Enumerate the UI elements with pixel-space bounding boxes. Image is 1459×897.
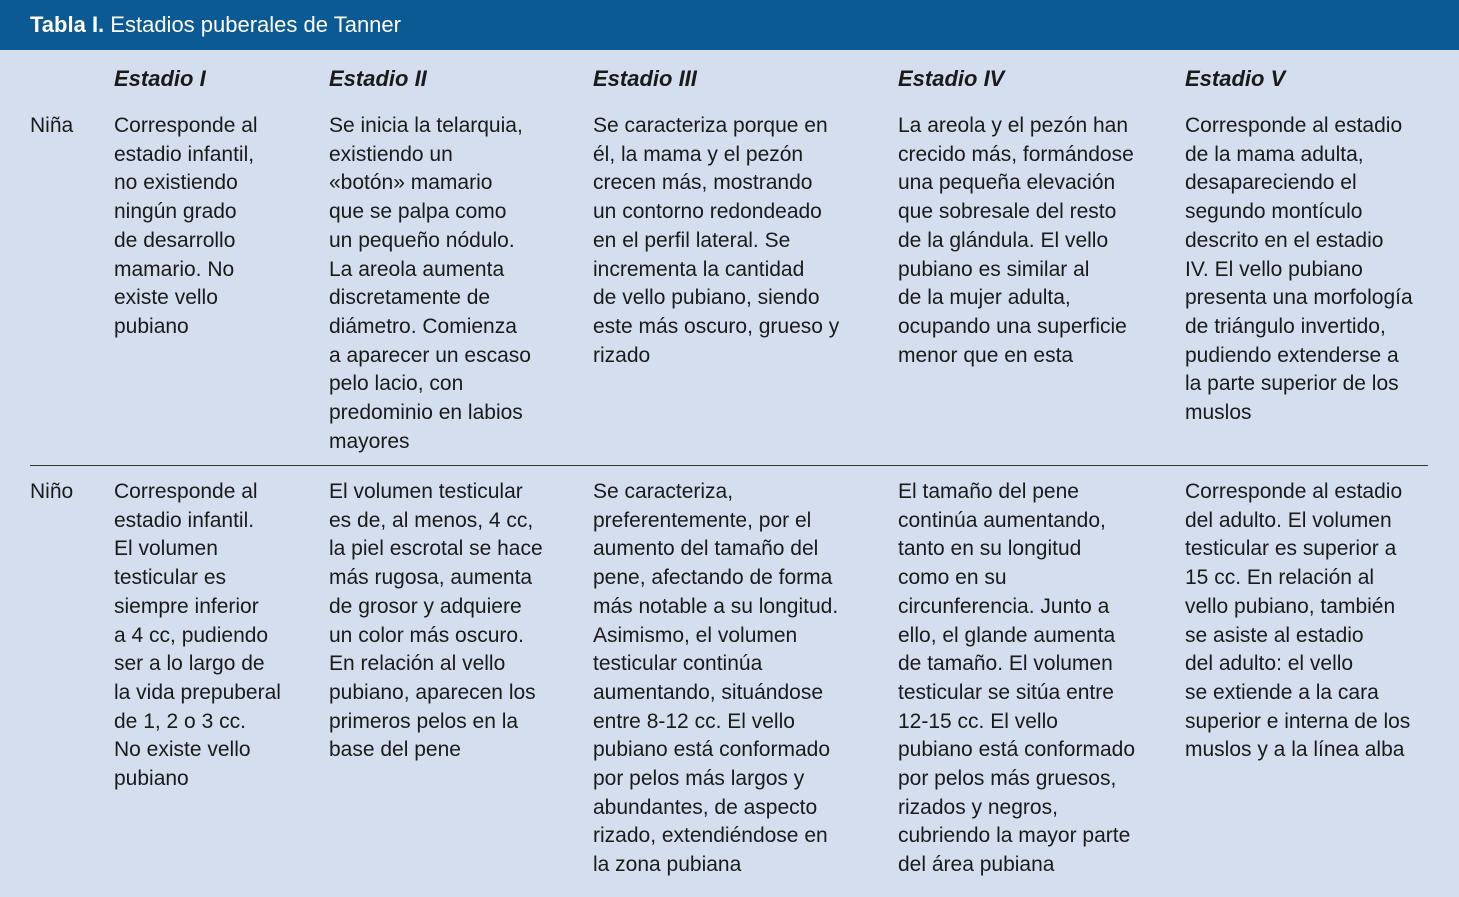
cell-line: pubiano está conformado bbox=[898, 738, 1135, 762]
cell-line: más notable a su longitud. bbox=[593, 594, 839, 618]
cell-line: circunferencia. Junto a bbox=[898, 594, 1110, 618]
cell-line: vello pubiano, también bbox=[1185, 594, 1396, 618]
cell-line: un pequeño nódulo. bbox=[329, 228, 515, 252]
cell-line: un color más oscuro. bbox=[329, 623, 524, 647]
table-cell bbox=[114, 478, 281, 794]
table-cell bbox=[1185, 478, 1410, 765]
cell-line: Corresponde al estadio bbox=[1185, 480, 1403, 503]
cell-line: una pequeña elevación bbox=[898, 171, 1116, 195]
cell-line: pubiano es similar al bbox=[898, 257, 1090, 281]
cell-line: por pelos más gruesos, bbox=[898, 767, 1117, 791]
cell-line: 15 cc. En relación al bbox=[1185, 566, 1375, 590]
cell-line: testicular continúa bbox=[593, 652, 763, 676]
cell-line: Asimismo, el volumen bbox=[593, 623, 798, 647]
cell-line: pene, afectando de forma bbox=[593, 566, 833, 590]
cell-line: de vello pubiano, siendo bbox=[593, 286, 820, 310]
cell-line: menor que en esta bbox=[898, 343, 1074, 367]
cell-line: «botón» mamario bbox=[329, 171, 493, 195]
cell-line: primeros pelos en la bbox=[329, 709, 519, 733]
cell-line: de la mama adulta, bbox=[1185, 142, 1364, 166]
cell-line: pelo lacio, con bbox=[329, 372, 464, 396]
cell-line: en el perfil lateral. Se bbox=[593, 228, 791, 252]
cell-line: más rugosa, aumenta bbox=[329, 566, 533, 590]
table-number: Tabla I. bbox=[30, 12, 105, 37]
cell-line: que sobresale del resto bbox=[898, 200, 1117, 224]
cell-line: no existiendo bbox=[114, 171, 238, 195]
cell-line: tanto en su longitud bbox=[898, 537, 1082, 561]
cell-line: IV. El vello pubiano bbox=[1185, 257, 1363, 281]
cell-line: descrito en el estadio bbox=[1185, 228, 1384, 252]
cell-line: de la glándula. El vello bbox=[898, 228, 1109, 252]
cell-line: aumento del tamaño del bbox=[593, 537, 819, 561]
cell-line: preferentemente, por el bbox=[593, 508, 812, 532]
cell-line: pubiano bbox=[114, 314, 189, 338]
cell-line: del adulto. El volumen bbox=[1185, 508, 1392, 532]
cell-line: de la mujer adulta, bbox=[898, 286, 1071, 310]
cell-line: El tamaño del pene bbox=[898, 480, 1079, 503]
cell-line: pubiano bbox=[114, 767, 189, 791]
cell-line: aumentando, situándose bbox=[593, 680, 824, 704]
cell-line: la zona pubiana bbox=[593, 853, 742, 877]
cell-line: que se palpa como bbox=[329, 200, 507, 224]
cell-line: a 4 cc, pudiendo bbox=[114, 623, 269, 647]
cell-line: Se caracteriza, bbox=[593, 480, 734, 503]
table-cell bbox=[593, 478, 838, 880]
table-cell bbox=[329, 478, 543, 765]
cell-line: existe vello bbox=[114, 286, 218, 310]
cell-line: de desarrollo bbox=[114, 228, 236, 252]
cell-line: es de, al menos, 4 cc, bbox=[329, 508, 534, 532]
cell-line: testicular es superior a bbox=[1185, 537, 1397, 561]
cell-line: desapareciendo el bbox=[1185, 171, 1357, 195]
cell-line: El volumen testicular bbox=[329, 480, 523, 503]
cell-line: mamario. No bbox=[114, 257, 235, 281]
cell-line: segundo montículo bbox=[1185, 200, 1363, 224]
cell-line: La areola y el pezón han bbox=[898, 114, 1129, 137]
cell-line: se extiende a la cara bbox=[1185, 680, 1379, 704]
cell-line: En relación al vello bbox=[329, 652, 506, 676]
cell-line: del adulto: el vello bbox=[1185, 652, 1354, 676]
cell-line: estadio infantil, bbox=[114, 142, 255, 166]
cell-line: crecido más, formándose bbox=[898, 142, 1134, 166]
cell-line: discretamente de bbox=[329, 286, 491, 310]
cell-line: él, la mama y el pezón bbox=[593, 142, 804, 166]
cell-line: la piel escrotal se hace bbox=[329, 537, 543, 561]
cell-line: se asiste al estadio bbox=[1185, 623, 1364, 647]
cell-line: del área pubiana bbox=[898, 853, 1055, 877]
cell-line: presenta una morfología bbox=[1185, 286, 1413, 310]
cell-line: No existe vello bbox=[114, 738, 251, 762]
cell-line: base del pene bbox=[329, 738, 461, 762]
table-cell bbox=[114, 112, 258, 342]
cell-line: 12-15 cc. El vello bbox=[898, 709, 1058, 733]
cell-line: por pelos más largos y bbox=[593, 767, 805, 791]
cell-line: ello, el glande aumenta bbox=[898, 623, 1116, 647]
cell-line: El volumen bbox=[114, 537, 218, 561]
cell-line: ser a lo largo de bbox=[114, 652, 265, 676]
cell-line: pubiano está conformado bbox=[593, 738, 830, 762]
table-cell bbox=[593, 112, 839, 370]
cell-line: predominio en labios bbox=[329, 401, 523, 425]
cell-line: rizado, extendiéndose en bbox=[593, 824, 828, 848]
table-title-bar bbox=[0, 0, 1459, 50]
cell-line: estadio infantil. bbox=[114, 508, 255, 532]
cell-line: Corresponde al estadio bbox=[1185, 114, 1403, 137]
column-header-estadio-4: Estadio IV bbox=[898, 66, 1005, 91]
cell-line: Corresponde al bbox=[114, 480, 258, 503]
cell-line: incrementa la cantidad bbox=[593, 257, 805, 281]
cell-line: abundantes, de aspecto bbox=[593, 795, 818, 819]
table-cell bbox=[898, 112, 1134, 370]
cell-line: este más oscuro, grueso y bbox=[593, 314, 840, 338]
cell-line: crecen más, mostrando bbox=[593, 171, 813, 195]
cell-line: diámetro. Comienza bbox=[329, 314, 517, 338]
row-divider bbox=[30, 465, 1428, 466]
cell-line: la parte superior de los bbox=[1185, 372, 1399, 396]
cell-line: La areola aumenta bbox=[329, 257, 505, 281]
cell-line: como en su bbox=[898, 566, 1007, 590]
cell-line: testicular es bbox=[114, 566, 227, 590]
cell-line: cubriendo la mayor parte bbox=[898, 824, 1131, 848]
cell-line: Corresponde al bbox=[114, 114, 258, 137]
cell-line: de 1, 2 o 3 cc. bbox=[114, 709, 246, 733]
column-header-estadio-3: Estadio III bbox=[593, 66, 697, 91]
table-cell bbox=[329, 112, 531, 456]
cell-line: de triángulo invertido, bbox=[1185, 314, 1386, 338]
column-header-estadio-1: Estadio I bbox=[114, 66, 206, 91]
cell-line: pudiendo extenderse a bbox=[1185, 343, 1399, 367]
cell-line: un contorno redondeado bbox=[593, 200, 822, 224]
cell-line: de grosor y adquiere bbox=[329, 594, 522, 618]
cell-line: superior e interna de los bbox=[1185, 709, 1411, 733]
column-header-estadio-5: Estadio V bbox=[1185, 66, 1286, 91]
cell-line: a aparecer un escaso bbox=[329, 343, 531, 367]
cell-line: existiendo un bbox=[329, 142, 453, 166]
row-label-nina: Niña bbox=[30, 114, 74, 137]
table-cell bbox=[898, 478, 1135, 880]
table-title: Estadios puberales de Tanner bbox=[110, 12, 401, 37]
cell-line: testicular se sitúa entre bbox=[898, 680, 1114, 704]
cell-line: la vida prepuberal bbox=[114, 680, 281, 704]
column-header-estadio-2: Estadio II bbox=[329, 66, 427, 91]
cell-line: rizado bbox=[593, 343, 651, 367]
cell-line: pubiano, aparecen los bbox=[329, 680, 536, 704]
cell-line: rizados y negros, bbox=[898, 795, 1058, 819]
cell-line: Se caracteriza porque en bbox=[593, 114, 828, 137]
cell-line: ocupando una superficie bbox=[898, 314, 1127, 338]
cell-line: mayores bbox=[329, 429, 410, 453]
row-label-nino: Niño bbox=[30, 480, 74, 503]
cell-line: muslos y a la línea alba bbox=[1185, 738, 1405, 762]
cell-line: muslos bbox=[1185, 401, 1252, 425]
cell-line: Se inicia la telarquia, bbox=[329, 114, 523, 137]
cell-line: de tamaño. El volumen bbox=[898, 652, 1113, 676]
table-cell bbox=[1185, 112, 1413, 428]
cell-line: ningún grado bbox=[114, 200, 237, 224]
cell-line: entre 8-12 cc. El vello bbox=[593, 709, 795, 733]
cell-line: continúa aumentando, bbox=[898, 508, 1106, 532]
cell-line: siempre inferior bbox=[114, 594, 259, 618]
